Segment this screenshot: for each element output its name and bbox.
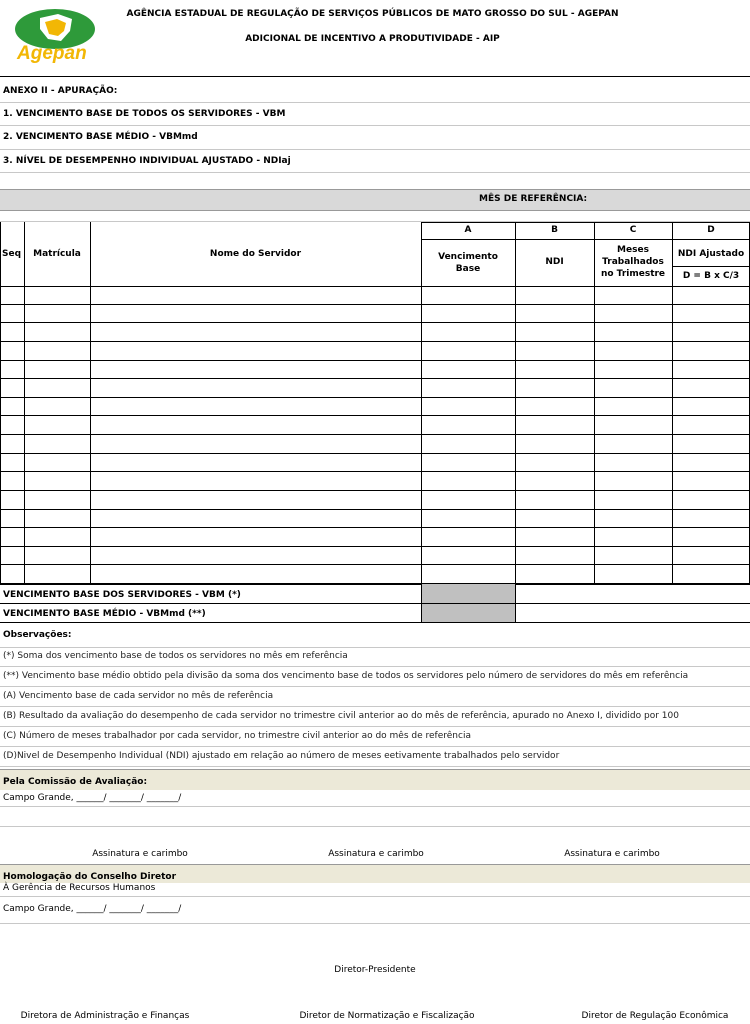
observations-title: Observações:	[3, 630, 72, 640]
commission-band	[0, 769, 750, 790]
col-header-seq: Seq	[2, 249, 22, 259]
item-ndiaj: 3. NÍVEL DE DESEMPENHO INDIVIDUAL AJUSTADO - NDIaj	[3, 156, 291, 166]
header	[0, 0, 750, 76]
table-row[interactable]	[0, 361, 750, 380]
observation-text: (A) Vencimento base de cada servidor no mês de referência	[3, 691, 274, 701]
director-label-3: Diretor de Regulação Econômica	[581, 1011, 729, 1021]
observation-row	[0, 707, 750, 727]
signature-label-1: Assinatura e carimbo	[92, 849, 188, 859]
signature-label-3: Assinatura e carimbo	[564, 849, 660, 859]
total-vbm-label: VENCIMENTO BASE DOS SERVIDORES - VBM (*)	[3, 590, 241, 600]
homologation-to: À Gerência de Recursos Humanos	[3, 883, 156, 893]
observation-text: (B) Resultado da avaliação do desempenho de cada servidor no trimestre civil anterior ao do mês de referência, apurado no Anexo I, dividido por 100	[3, 711, 679, 721]
col-header-b: NDI	[545, 257, 564, 267]
table-row[interactable]	[0, 472, 750, 491]
col-letter-b: B	[551, 225, 558, 235]
col-header-d: NDI Ajustado	[677, 249, 745, 259]
homologation-title: Homologação do Conselho Diretor	[3, 872, 177, 882]
table-row[interactable]	[0, 305, 750, 324]
item-vbmmd: 2. VENCIMENTO BASE MÉDIO - VBMmd	[3, 132, 198, 142]
logo-text: Agepan	[17, 43, 87, 64]
table-row[interactable]	[0, 342, 750, 361]
col-header-d-formula: D = B x C/3	[682, 271, 740, 281]
table-row[interactable]	[0, 286, 750, 305]
reference-month-band	[0, 189, 750, 211]
table-row[interactable]	[0, 491, 750, 510]
observation-text: (**) Vencimento base médio obtido pela divisão da soma dos vencimento base de todos os servidores pelo número de servidores do mês em referência	[3, 671, 689, 681]
col-letter-d: D	[707, 225, 715, 235]
observation-row	[0, 687, 750, 707]
table-row[interactable]	[0, 416, 750, 435]
observations-list	[0, 647, 750, 767]
president-label: Diretor-Presidente	[334, 965, 416, 975]
reference-month-label: MÊS DE REFERÊNCIA:	[479, 194, 588, 204]
col-letter-a: A	[464, 225, 472, 235]
observation-text: (C) Número de meses trabalhador por cada servidor, no trimestre civil anterior ao do mês de referência	[3, 731, 471, 741]
observation-text: (*) Soma dos vencimento base de todos os servidores no mês em referência	[3, 651, 348, 661]
table-body	[0, 286, 750, 584]
signature-label-2: Assinatura e carimbo	[328, 849, 424, 859]
item-vbm: 1. VENCIMENTO BASE DE TODOS OS SERVIDORES - VBM	[3, 109, 286, 119]
servers-table	[0, 222, 750, 584]
director-label-1: Diretora de Administração e Finanças	[20, 1011, 190, 1021]
homologation-band	[0, 864, 750, 883]
table-row[interactable]	[0, 435, 750, 454]
table-row[interactable]	[0, 398, 750, 417]
total-vbmmd-label: VENCIMENTO BASE MÉDIO - VBMmd (**)	[3, 609, 206, 619]
commission-place-date: Campo Grande, ______/ _______/ _______/	[3, 793, 182, 803]
col-header-c: Meses Trabalhados no Trimestre	[600, 245, 666, 279]
table-row[interactable]	[0, 547, 750, 566]
observation-text: (D)Nivel de Desempenho Individual (NDI) ajustado em relação ao número de meses eetivamente trabalhados pelo servidor	[3, 751, 560, 761]
annex-label: ANEXO II - APURAÇÃO:	[3, 86, 118, 96]
table-row[interactable]	[0, 510, 750, 529]
col-header-nome: Nome do Servidor	[209, 249, 302, 259]
agency-name: AGÊNCIA ESTADUAL DE REGULAÇÃO DE SERVIÇOS PÚBLICOS DE MATO GROSSO DO SUL - AGEPAN	[126, 9, 619, 19]
table-row[interactable]	[0, 454, 750, 473]
director-label-2: Diretor de Normatização e Fiscalização	[299, 1011, 475, 1021]
col-header-a: Vencimento Base	[438, 252, 498, 274]
table-row[interactable]	[0, 565, 750, 584]
form-title: ADICIONAL DE INCENTIVO A PRODUTIVIDADE - AIP	[245, 34, 500, 44]
table-row[interactable]	[0, 528, 750, 547]
table-row[interactable]	[0, 379, 750, 398]
commission-title: Pela Comissão de Avaliação:	[3, 777, 148, 787]
observation-row	[0, 647, 750, 667]
col-letter-c: C	[629, 225, 637, 235]
table-row[interactable]	[0, 323, 750, 342]
observation-row	[0, 667, 750, 687]
observation-row	[0, 747, 750, 767]
col-header-matricula: Matrícula	[33, 249, 81, 259]
homologation-place-date: Campo Grande, ______/ _______/ _______/	[3, 904, 182, 914]
observation-row	[0, 727, 750, 747]
